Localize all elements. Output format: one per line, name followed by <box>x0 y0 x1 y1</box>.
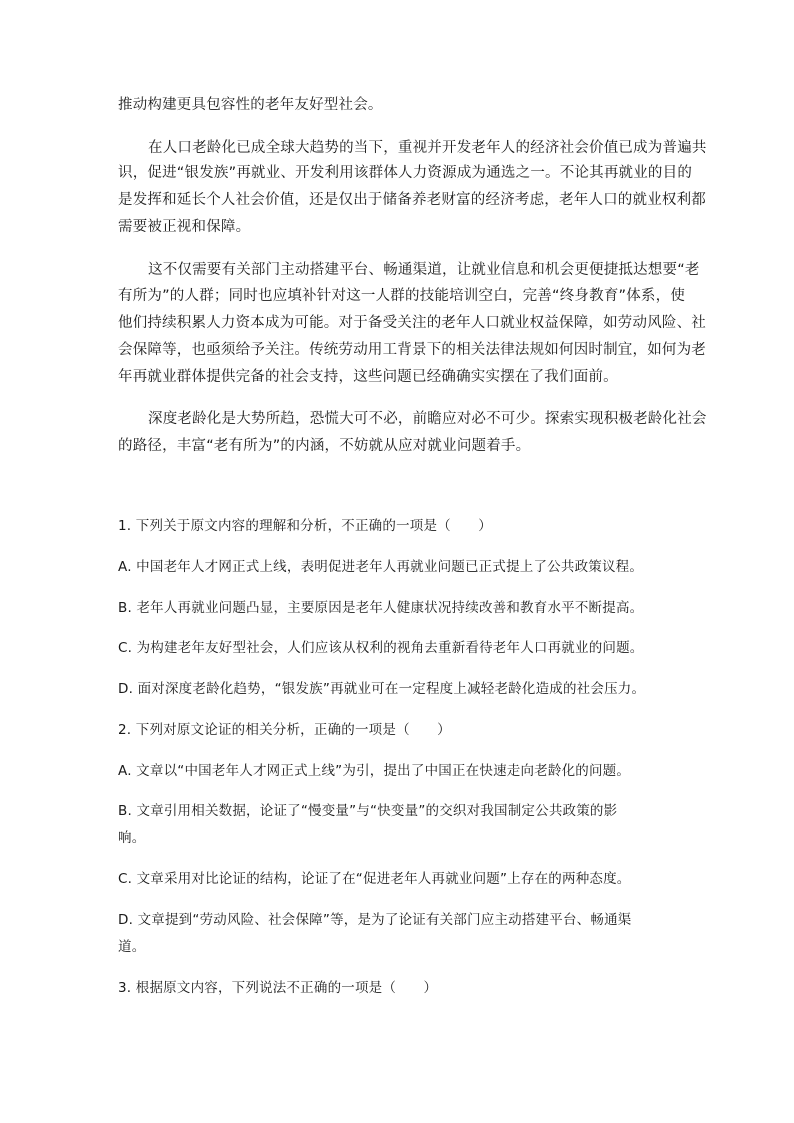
passage-line: 有所为”的人群；同时也应填补针对这一人群的技能培训空白，完善“终身教育”体系，使 <box>118 288 686 304</box>
passage-line: 需要被正视和保障。 <box>118 219 251 235</box>
question-stem: 3. 根据原文内容，下列说法不正确的一项是（ ） <box>118 980 438 996</box>
answer-option-continuation: 道。 <box>118 939 146 955</box>
passage-line: 这不仅需要有关部门主动搭建平台、畅通渠道，让就业信息和机会更便捷抵达想要“老 <box>148 262 700 278</box>
answer-option: C. 为构建老年友好型社会，人们应该从权利的视角去重新看待老年人口再就业的问题。 <box>118 640 644 656</box>
answer-option: D. 文章提到“劳动风险、社会保障”等，是为了论证有关部门应主动搭建平台、畅通渠 <box>118 912 632 928</box>
passage-line: 他们持续积累人力资本成为可能。对于备受关注的老年人口就业权益保障，如劳动风险、社 <box>118 315 706 331</box>
answer-option: D. 面对深度老龄化趋势，“银发族”再就业可在一定程度上减轻老龄化造成的社会压力。 <box>118 681 646 697</box>
question-stem: 1. 下列关于原文内容的理解和分析，不正确的一项是（ ） <box>118 518 492 534</box>
passage-line: 识，促进“银发族”再就业、开发利用该群体人力资源成为通选之一。不论其再就业的目的 <box>118 165 693 181</box>
answer-option: B. 老年人再就业问题凸显，主要原因是老年人健康状况持续改善和教育水平不断提高。 <box>118 600 644 616</box>
passage-line: 深度老龄化是大势所趋，恐慌大可不必，前瞻应对必不可少。探索实现积极老龄化社会 <box>148 411 707 427</box>
passage-line: 年再就业群体提供完备的社会支持，这些问题已经确确实实摆在了我们面前。 <box>118 369 618 385</box>
answer-option: A. 中国老年人才网正式上线，表明促进老年人再就业问题已正式提上了公共政策议程。 <box>118 559 644 575</box>
answer-option: A. 文章以“中国老年人才网正式上线”为引，提出了中国正在快速走向老龄化的问题。 <box>118 763 631 779</box>
answer-option: C. 文章采用对比论证的结构，论证了在“促进老年人再就业问题”上存在的两种态度。 <box>118 871 631 887</box>
passage-line: 推动构建更具包容性的老年友好型社会。 <box>118 97 383 113</box>
passage-line: 在人口老龄化已成全球大趋势的当下，重视并开发老年人的经济社会价值已成为普遍共 <box>148 140 707 156</box>
answer-option-continuation: 响。 <box>118 830 146 846</box>
passage-line: 是发挥和延长个人社会价值，还是仅出于储备养老财富的经济考虑，老年人口的就业权利都 <box>118 192 706 208</box>
question-stem: 2. 下列对原文论证的相关分析，正确的一项是（ ） <box>118 722 451 738</box>
passage-line: 会保障等，也亟须给予关注。传统劳动用工背景下的相关法律法规如何因时制宜，如何为老 <box>118 342 706 358</box>
answer-option: B. 文章引用相关数据，论证了“慢变量”与“快变量”的交织对我国制定公共政策的影 <box>118 803 618 819</box>
passage-line: 的路径，丰富“老有所为”的内涵，不妨就从应对就业问题着手。 <box>118 438 531 454</box>
